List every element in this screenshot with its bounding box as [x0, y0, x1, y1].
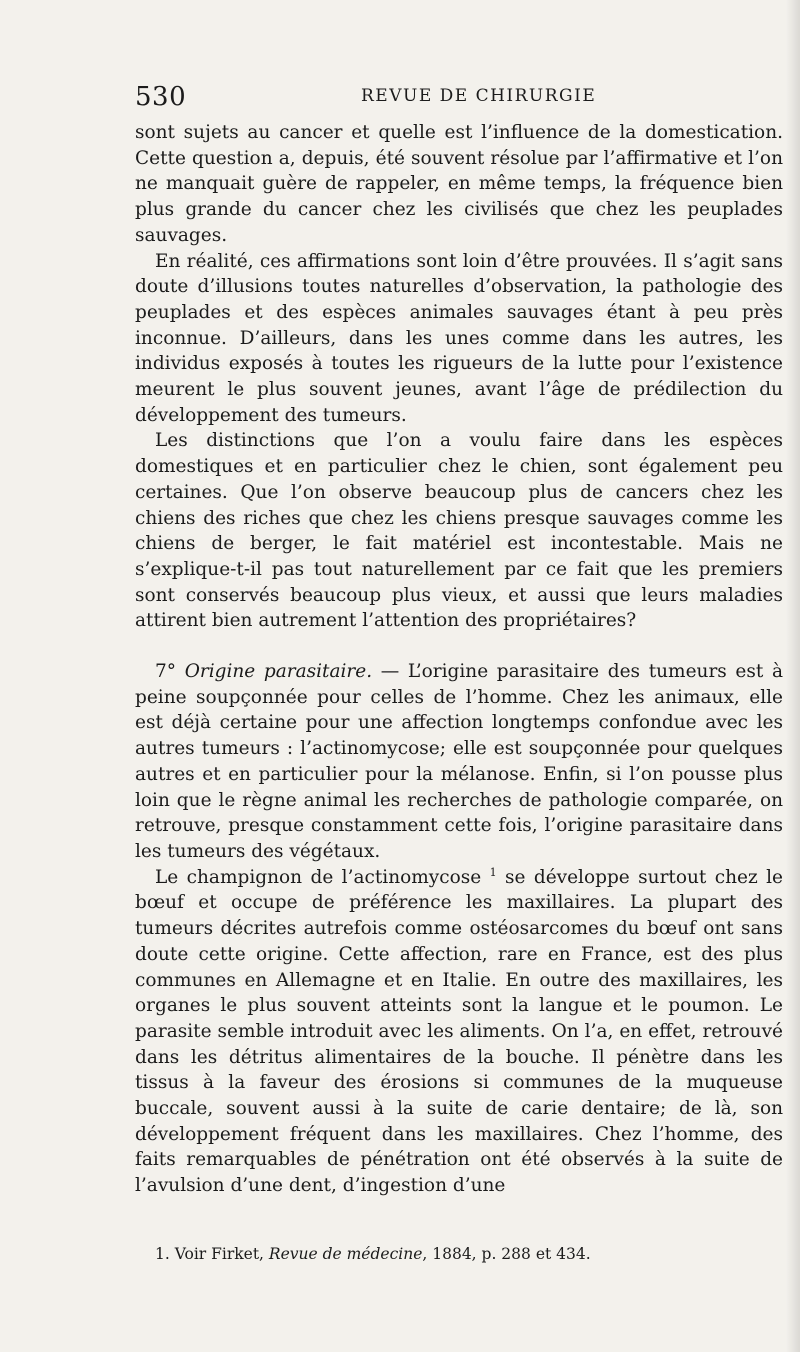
footnote-ref: 1 — [489, 865, 497, 879]
footnote-suffix: , 1884, p. 288 et 434. — [422, 1245, 591, 1263]
section-paragraph — [135, 659, 783, 865]
footnote-prefix: Voir Firket, — [174, 1245, 269, 1263]
paragraph-text: se développe surtout chez le bœuf et occupe de préférence les maxillaires. La plupart des tumeurs décrites autrefois comme ostéosarcomes du bœuf ont sans doute cette origine. Cette affection, rare en France, est des plus communes en Allemagne et en Italie. En outre des maxillaires, les organes le plus souvent atteints sont la langue et le poumon. Le parasite semble introduit avec les aliments. On l’a, en effet, retrouvé dans les détritus alimentaires de la bouche. Il pénètre dans les tissus à la faveur des érosions si communes de la muqueuse buccale, souvent aussi à la suite de carie dentaire; de là, son développement fréquent dans les maxillaires. Chez l’homme, des faits remarquables de pénétration ont été observés à la suite de l’avulsion d’une dent, d’ingestion d’une — [135, 866, 783, 1197]
section-text: — L’origine parasitaire des tumeurs est à peine soupçonnée pour celles de l’homme. Chez les animaux, elle est déjà certaine pour une affection longtemps confondue avec les autres tumeurs : l’actinomycose; elle est soupçonnée pour quelques autres et en particulier pour la mélanose. Enfin, si l’on pousse plus loin que le règne animal les recherches de pathologie comparée, on retrouve, presque constamment cette fois, l’origine parasitaire dans les tumeurs des végétaux. — [135, 661, 783, 862]
paragraph: En réalité, ces affirmations sont loin d’être prouvées. Il s’agit sans doute d’illusions toutes naturelles d’observation, la pathologie des peuplades et des espèces animales sauvages étant à peu près inconnue. D’ailleurs, dans les unes comme dans les autres, les individus exposés à toutes les rigueurs de la lutte pour l’existence meurent le plus souvent jeunes, avant l’âge de prédilection du développement des tumeurs. — [135, 250, 783, 426]
page-header — [135, 82, 735, 116]
paragraph: Les distinctions que l’on a voulu faire dans les espèces domestiques et en particulier chez le chien, sont également peu certaines. Que l’on observe beaucoup plus de cancers chez les chiens des riches que chez les chiens presque sauvages comme les chiens de berger, le fait matériel est incontestable. Mais ne s’explique-t-il pas tout naturellement par ce fait que les premiers sont conservés beaucoup plus vieux, et aussi que leurs maladies attirent bien autrement l’attention des propriétaires? — [135, 430, 783, 632]
section-title: Origine parasitaire. — [184, 661, 373, 683]
paragraph — [135, 865, 783, 1199]
section-number: 7° — [155, 661, 177, 683]
footnote-source: Revue de médecine — [268, 1245, 423, 1263]
paragraph-continuation: sont sujets au cancer et quelle est l’influence de la domestication. Cette question a, depuis, été souvent résolue par l’affirmative et l’on ne manquait guère de rappeler, en même temps, la fréquence bien plus grande du cancer chez les civilisés que chez les peuplades sauvages. — [135, 122, 783, 246]
paragraph-text: Le champignon de l’actinomycose — [155, 866, 490, 888]
footnote-number: 1. — [155, 1245, 170, 1263]
page-number: 530 — [135, 82, 187, 112]
body-text — [135, 120, 783, 1199]
footnote — [155, 1245, 775, 1263]
running-head: REVUE DE CHIRURGIE — [361, 86, 597, 106]
page-edge-shadow — [786, 0, 800, 1352]
